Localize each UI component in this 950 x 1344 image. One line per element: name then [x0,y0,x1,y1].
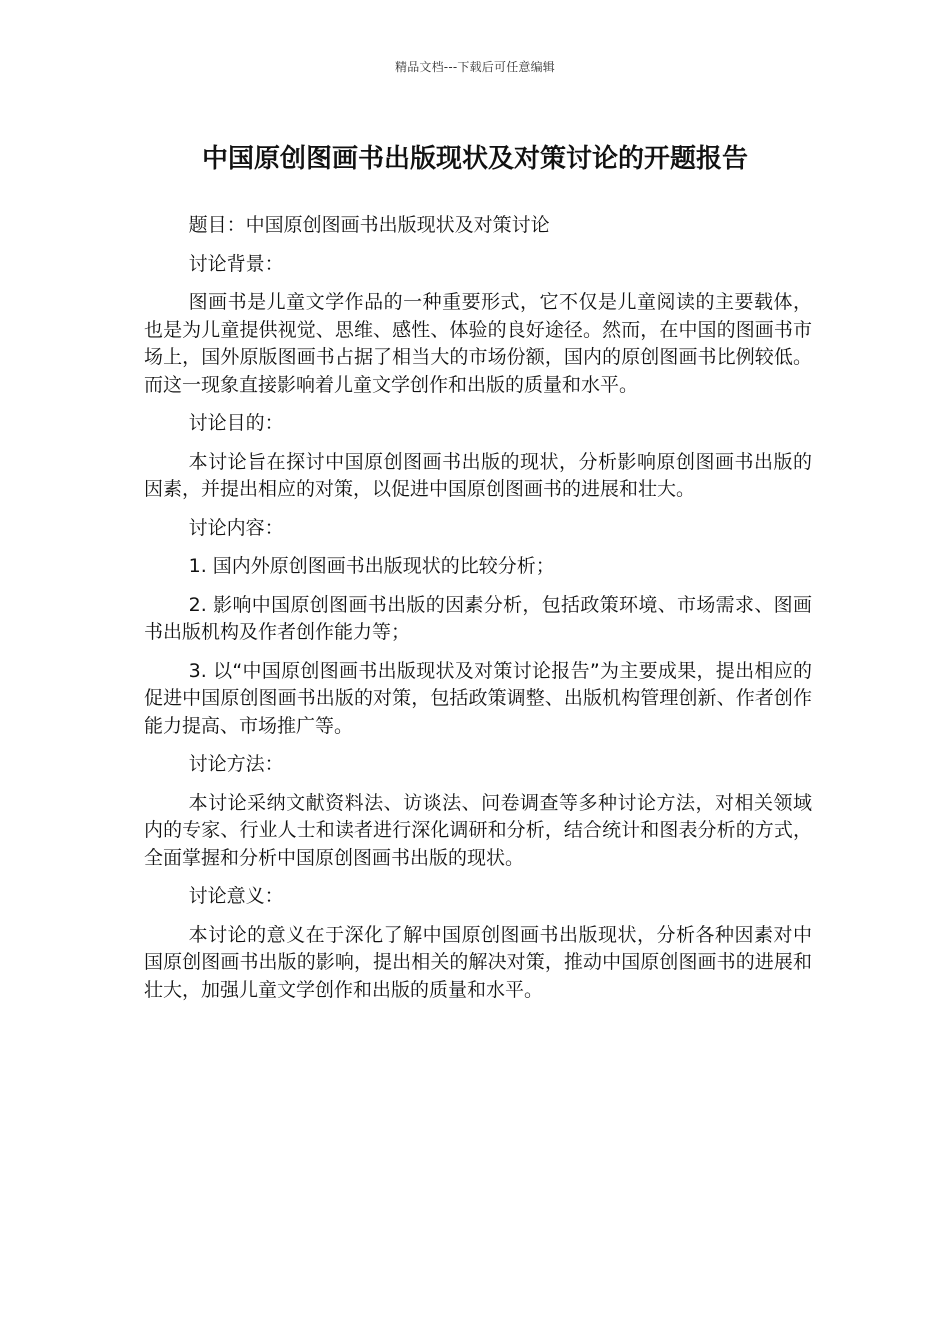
section-heading-method: 讨论方法： [188,753,284,775]
section-heading-purpose: 讨论目的： [188,412,284,434]
topic-line: 题目：中国原创图画书出版现状及对策讨论 [188,214,550,236]
method-paragraph: 本讨论采纳文献资料法、访谈法、问卷调查等多种讨论方法，对相关领域内的专家、行业人士和读者进行深化调研和分析，结合统计和图表分析的方式，全面掌握和分析中国原创图画书出版的现状。 [144,791,812,869]
content-item-2: 2. 影响中国原创图画书出版的因素分析，包括政策环境、市场需求、图画书出版机构及作者创作能力等； [144,593,812,643]
section-heading-background: 讨论背景： [188,252,284,275]
section-heading-content: 讨论内容： [188,516,284,539]
background-paragraph: 图画书是儿童文学作品的一种重要形式，它不仅是儿童阅读的主要载体，也是为儿童提供视觉、思维、感性、体验的良好途径。然而，在中国的图画书市场上，国外原版图画书占据了相当大的市场份额，国内的原创图画书比例较低。而这一现象直接影响着儿童文学创作和出版的质量和水平。 [144,291,812,396]
document-body [144,212,812,1015]
section-heading-significance: 讨论意义： [188,885,284,907]
document-title: 中国原创图画书出版现状及对策讨论的开题报告 [201,144,748,174]
purpose-paragraph: 本讨论旨在探讨中国原创图画书出版的现状，分析影响原创图画书出版的因素，并提出相应的对策，以促进中国原创图画书的进展和壮大。 [144,450,812,500]
content-item-1: 1. 国内外原创图画书出版现状的比较分析； [188,555,555,577]
significance-paragraph: 本讨论的意义在于深化了解中国原创图画书出版现状，分析各种因素对中国原创图画书出版的影响，提出相关的解决对策，推动中国原创图画书的进展和壮大，加强儿童文学创作和出版的质量和水平。 [144,923,812,1001]
header-note: 精品文档---下载后可任意编辑 [395,60,555,74]
content-item-3: 3. 以“中国原创图画书出版现状及对策讨论报告”为主要成果，提出相应的促进中国原创图画书出版的对策，包括政策调整、出版机构管理创新、作者创作能力提高、市场推广等。 [144,659,812,737]
